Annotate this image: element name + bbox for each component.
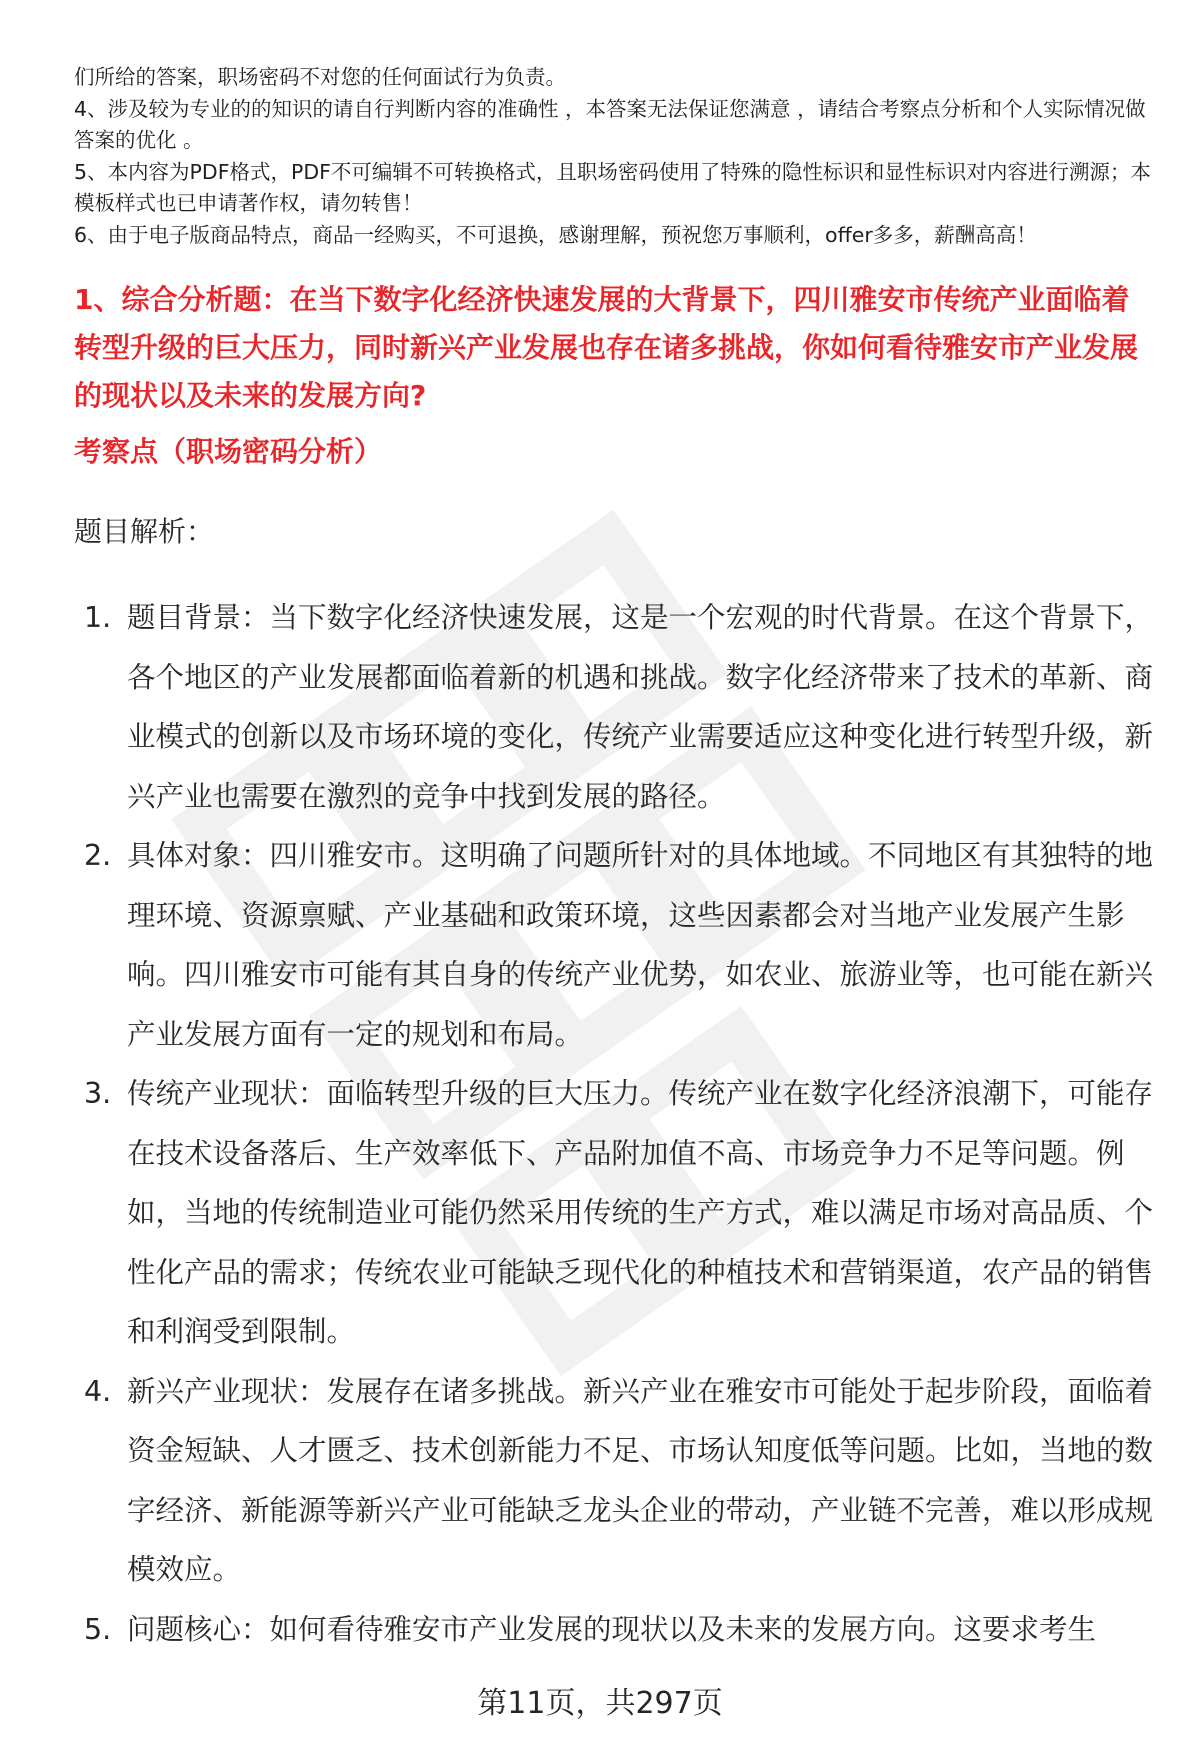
list-item xyxy=(74,826,1154,1064)
list-item-number: 4. xyxy=(84,1374,112,1408)
notes-section xyxy=(74,62,1154,251)
page-number-footer: 第11页，共297页 xyxy=(477,1686,723,1721)
list-item xyxy=(74,1064,1154,1362)
list-item xyxy=(74,1600,1154,1660)
list-item-text: 题目背景：当下数字化经济快速发展，这是一个宏观的时代背景。在这个背景下，各个地区的产业发展都面临着新的机遇和挑战。数字化经济带来了技术的革新、商业模式的创新以及市场环境的变化，传统产业需要适应这种变化进行转型升级，新兴产业也需要在激烈的竞争中找到发展的路径。 xyxy=(127,601,1154,813)
list-item-number: 2. xyxy=(84,839,112,872)
analysis-list xyxy=(74,588,1154,1659)
note-line: 4、涉及较为专业的的知识的请自行判断内容的准确性 ，本答案无法保证您满意 ，请结合考察点分析和个人实际情况做答案的优化 。 xyxy=(74,96,1146,152)
list-item-text: 问题核心：如何看待雅安市产业发展的现状以及未来的发展方向。这要求考生 xyxy=(127,1612,1097,1646)
note-line: 们所给的答案，职场密码不对您的任何面试行为负责。 xyxy=(74,65,566,89)
list-item-text: 新兴产业现状：发展存在诸多挑战。新兴产业在雅安市可能处于起步阶段，面临着资金短缺、人才匮乏、技术创新能力不足、市场认知度低等问题。比如，当地的数字经济、新能源等新兴产业可能缺乏龙头企业的带动，产业链不完善，难以形成规模效应。 xyxy=(127,1374,1154,1586)
list-item xyxy=(74,588,1154,826)
analysis-title: 题目解析： xyxy=(74,515,215,548)
list-item-text: 具体对象：四川雅安市。这明确了问题所针对的具体地域。不同地区有其独特的地理环境、资源禀赋、产业基础和政策环境，这些因素都会对当地产业发展产生影响。四川雅安市可能有其自身的传统产业优势，如农业、旅游业等，也可能在新兴产业发展方面有一定的规划和布局。 xyxy=(127,839,1154,1051)
assessment-points-heading: 考察点（职场密码分析） xyxy=(74,435,383,468)
list-item xyxy=(74,1362,1154,1600)
note-line: 5、本内容为PDF格式，PDF不可编辑不可转换格式，且职场密码使用了特殊的隐性标识和显性标识对内容进行溯源；本模板样式也已申请著作权，请勿转售！ xyxy=(74,159,1151,215)
list-item-text: 传统产业现状：面临转型升级的巨大压力。传统产业在数字化经济浪潮下，可能存在技术设备落后、生产效率低下、产品附加值不高、市场竞争力不足等问题。例如，当地的传统制造业可能仍然采用传统的生产方式，难以满足市场对高品质、个性化产品的需求；传统农业可能缺乏现代化的种植技术和营销渠道，农产品的销售和利润受到限制。 xyxy=(127,1077,1154,1348)
list-item-number: 5. xyxy=(84,1612,112,1646)
question-heading: 1、综合分析题：在当下数字化经济快速发展的大背景下，四川雅安市传统产业面临着转型升级的巨大压力，同时新兴产业发展也存在诸多挑战，你如何看待雅安市产业发展的现状以及未来的发展方向? xyxy=(74,283,1139,412)
list-item-number: 3. xyxy=(84,1077,112,1110)
list-item-number: 1. xyxy=(84,601,112,634)
note-line: 6、由于电子版商品特点，商品一经购买，不可退换，感谢理解，预祝您万事顺利，offer多多，薪酬高高！ xyxy=(74,222,1037,247)
